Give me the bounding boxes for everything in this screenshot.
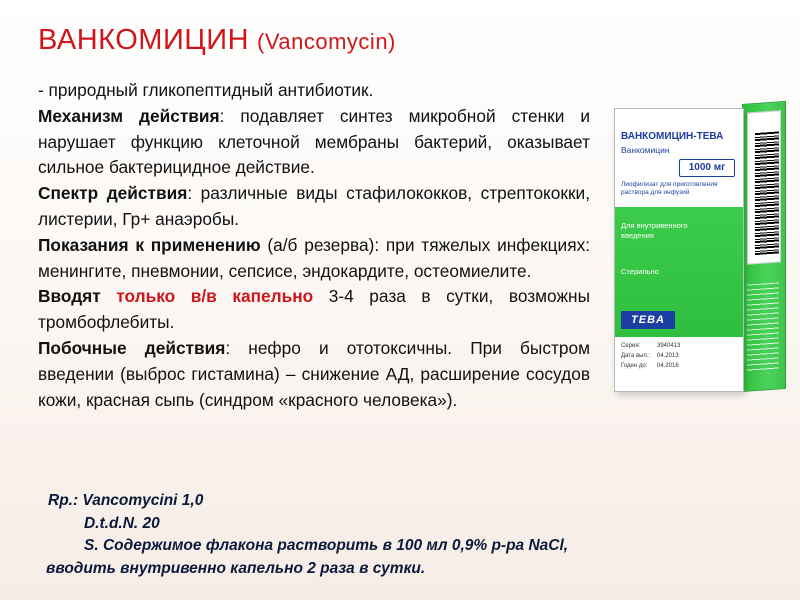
side-effects-text: : нефро и ототоксичны. При быстром введении (выброс гистамина) – снижение АД, расширение сосудов кожи, красная сыпь (синдром «красного человека»).: [38, 337, 590, 410]
administration-paragraph: [38, 284, 590, 336]
box-side-label: [747, 110, 781, 264]
mechanism-label: Механизм действия: [38, 105, 220, 126]
spectrum-label: Спектр действия: [38, 183, 188, 204]
administration-text: 3-4 раза в сутки, возможны тромбофлебиты.: [38, 286, 590, 333]
side-effects-label: Побочные действия: [38, 337, 226, 358]
intro-text: - природный гликопептидный антибиотик.: [38, 80, 374, 100]
product-form: Лиофилизат для приготовления раствора для инфузий: [621, 181, 718, 196]
prescription-line-rp: Rp.: Vancomycini 1,0: [48, 492, 204, 509]
barcode-icon: [755, 131, 779, 255]
product-brand-sub: Ванкомицин: [621, 145, 670, 155]
batch-row: Годен до: 04.2016: [621, 363, 679, 369]
title-main: ВАНКОМИЦИН: [38, 24, 250, 56]
product-route: Для внутривенного: [621, 221, 688, 230]
product-batch-info: [621, 341, 737, 371]
side-effects-paragraph: [38, 336, 590, 413]
drug-description: [38, 78, 590, 413]
indications-paragraph: [38, 233, 590, 285]
teva-logo: TEBA: [621, 311, 675, 329]
indications-text: (а/б резерва): при тяжелых инфекциях: менингите, пневмонии, сепсисе, эндокардите, остеомиелите.: [38, 234, 591, 281]
administration-label: Вводят: [38, 286, 101, 307]
slide-title: [38, 24, 396, 57]
prescription-line-dtd: D.t.d.N. 20: [84, 514, 160, 532]
spectrum-paragraph: [38, 181, 590, 233]
box-side-panel: [742, 101, 786, 392]
prescription-line-signa-cont: вводить внутривенно капельно 2 раза в сутки.: [46, 559, 426, 577]
batch-row: Серия: 3940413: [621, 343, 681, 349]
box-side-text-lines: [747, 282, 779, 374]
product-dose: 1000 мг: [679, 159, 735, 177]
mechanism-text: : подавляет синтез микробной стенки и нарушает функцию клеточной мембраны бактерий, оказывает сильное бактерицидное действие.: [38, 105, 591, 178]
product-sterile: Стерильно: [621, 267, 659, 276]
box-front-panel: [614, 108, 744, 392]
product-route-2: введения: [621, 231, 654, 240]
title-latin: (Vancomycin): [257, 29, 396, 54]
prescription-line-signa: S. Содержимое флакона растворить в 100 мл 0,9% р-ра NaCl,: [84, 537, 569, 554]
mechanism-paragraph: [38, 104, 590, 181]
spectrum-text: : различные виды стафилококков, стрептококки, листерии, Гр+ анаэробы.: [38, 183, 590, 229]
product-box-image: [606, 104, 786, 400]
product-brand: ВАНКОМИЦИН-ТЕВА: [621, 131, 724, 142]
indications-label: Показания к применению: [38, 234, 261, 255]
batch-row: Дата вып.: 04.2013: [621, 353, 679, 359]
prescription-block: [48, 490, 788, 580]
administration-highlight: только в/в капельно: [116, 286, 314, 307]
